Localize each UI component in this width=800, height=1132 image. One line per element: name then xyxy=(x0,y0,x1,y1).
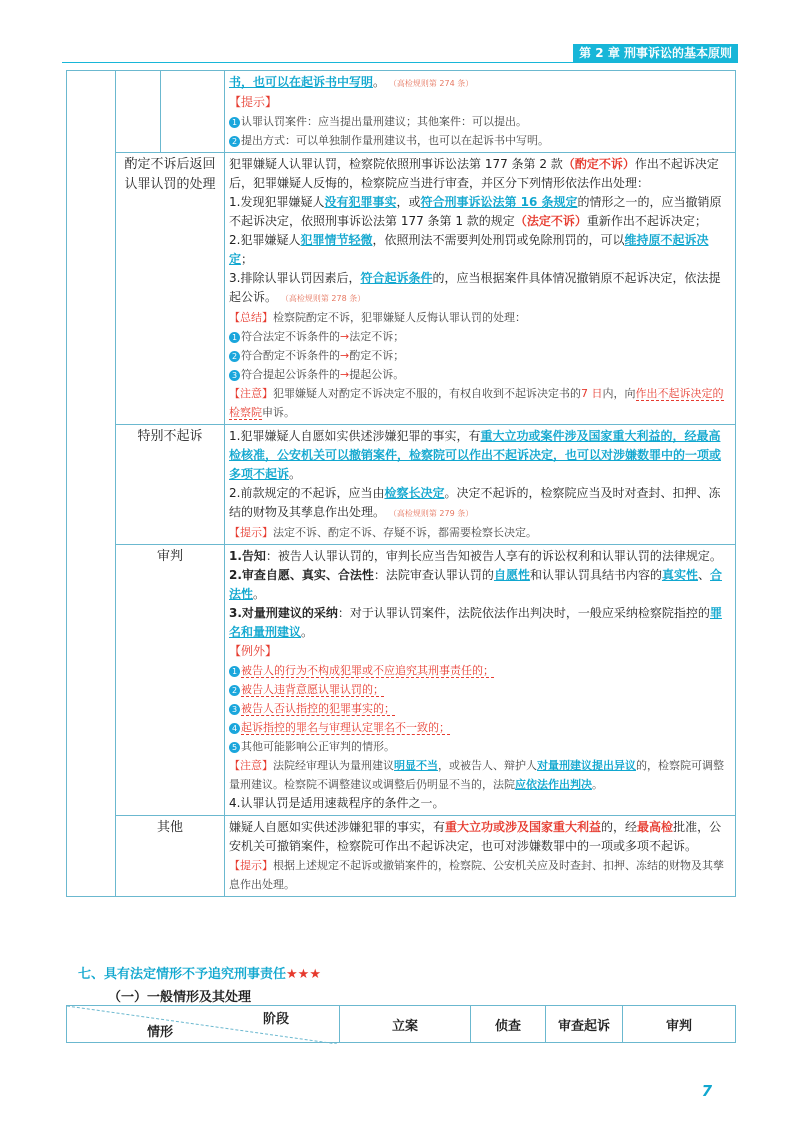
subsection-heading: （一）一般情形及其处理 xyxy=(108,990,252,1005)
table-row xyxy=(67,71,736,153)
number-1-icon: 1 xyxy=(229,332,240,343)
sub-cell-empty xyxy=(161,71,225,153)
row2-content: 1.犯罪嫌疑人自愿如实供述涉嫌犯罪的事实，有重大立功或案件涉及国家重大利益的，经最高检核准，公安机关可以撤销案件，检察院可以作出不起诉决定，也可以对涉嫌数罪中的一项或多项不起诉。 2.前款规定的不起诉，应当由检察长决定。决定不起诉的，检察院应当及时对查封、扣押、冻结的财物及其孳息作出处理。 （高检规则第 279 条） 【提示】法定不诉、酌定不诉、存疑不诉，都需要检察长决定。 xyxy=(225,425,736,545)
summary-label: 【总结】 xyxy=(229,311,273,324)
row-label: 其他 xyxy=(116,816,225,897)
diagonal-header-cell xyxy=(67,1006,340,1043)
col-header: 审判 xyxy=(623,1006,736,1043)
note-label: 【注意】 xyxy=(229,387,273,400)
row0-content: 书，也可以在起诉书中写明。 （高检规则第 274 条） 【提示】 1 认罪认罚案件：应当提出量刑建议；其他案件：可以提出。 2 提出方式：可以单独制作量刑建议书，也可以在起诉书中写明。 xyxy=(225,71,736,153)
number-4-icon: 4 xyxy=(229,723,240,734)
row3-content: 1.告知：被告人认罪认罚的，审判长应当告知被告人享有的诉讼权利和认罪认罚的法律规定。 2.审查自愿、真实、合法性：法院审查认罪认罚的自愿性和认罪认罚具结书内容的真实性、合法性。 3.对量刑建议的采纳：对于认罪认罚案件，法院依法作出判决时，一般应采纳检察院指控的罪名和量刑建议。 【例外】 1 被告人的行为不构成犯罪或不应追究其刑事责任的； 2 被告人违背意愿认罪认罚的； 3 被告人否认指控的犯罪事实的； 4 起诉指控的罪名与审理认定罪名不一致的； 5 其他可能影响公正审判的情形。 【注意】法院经审理认为量刑建议明显不当，或被告人、辩护人对量刑建议提出异议的，检察院可调整量刑建议。检察院不调整建议或调整后仍明显不当的，法院应依法作出判决。 4.认罪认罚是适用速裁程序的条件之一。 xyxy=(225,545,736,816)
number-1-icon: 1 xyxy=(229,666,240,677)
header-situation-label: 情形 xyxy=(147,1025,174,1040)
chapter-header: 第 2 章 刑事诉讼的基本原则 xyxy=(573,44,738,62)
stages-table xyxy=(66,1005,736,1043)
row-label: 酌定不诉后返回认罪认罚的处理 xyxy=(116,153,225,425)
number-2-icon: 2 xyxy=(229,685,240,696)
arrow-icon: → xyxy=(340,349,350,362)
row-label-empty xyxy=(116,71,161,153)
number-2-icon: 2 xyxy=(229,351,240,362)
star-rating-icon: ★★★ xyxy=(286,967,321,982)
row1-content: 犯罪嫌疑人认罪认罚，检察院依照刑事诉讼法第 177 条第 2 款（酌定不诉）作出不起诉决定后，犯罪嫌疑人反悔的，检察院应当进行审查，并区分下列情形依法作出处理： 1.发现犯罪嫌疑人没有犯罪事实，或符合刑事诉讼法第 16 条规定的情形之一的，应当撤销原不起诉决定，依照刑事诉讼法第 177 条第 1 款的规定（法定不诉）重新作出不起诉决定； 2.犯罪嫌疑人犯罪情节轻微，依照刑法不需要判处刑罚或免除刑罚的，可以维持原不起诉决定； 3.排除认罪认罚因素后，符合起诉条件的，应当根据案件具体情况撤销原不起诉决定，依法提起公诉。 （高检规则第 278 条） 【总结】检察院酌定不诉，犯罪嫌疑人反悔认罪认罚的处理： 1 符合法定不诉条件的→法定不诉； 2 符合酌定不诉条件的→酌定不诉； 3 符合提起公诉条件的→提起公诉。 【注意】犯罪嫌疑人对酌定不诉决定不服的，有权自收到不起诉决定书的7 日内，向作出不起诉决定的检察院申诉。 xyxy=(225,153,736,425)
section-heading: 七、具有法定情形不予追究刑事责任★★★ xyxy=(78,967,321,982)
number-5-icon: 5 xyxy=(229,742,240,753)
continued-text: 书，也可以在起诉书中写明 xyxy=(229,75,374,89)
row4-content: 嫌疑人自愿如实供述涉嫌犯罪的事实，有重大立功或涉及国家重大利益的，经最高检批准，公安机关可撤销案件，检察院可作出不起诉决定，也可对涉嫌数罪中的一项或多项不起诉。 【提示】根据上述规定不起诉或撤销案件的，检察院、公安机关应及时查封、扣押、冻结的财物及其孳息作出处理。 xyxy=(225,816,736,897)
col-header: 审查起诉 xyxy=(546,1006,623,1043)
arrow-icon: → xyxy=(340,330,350,343)
exception-label: 【例外】 xyxy=(229,644,278,658)
number-3-icon: 3 xyxy=(229,370,240,381)
col-header: 立案 xyxy=(340,1006,471,1043)
table-row xyxy=(67,153,736,425)
note-label: 【注意】 xyxy=(229,759,273,772)
number-1-icon: 1 xyxy=(229,117,240,128)
row-label: 特别不起诉 xyxy=(116,425,225,545)
table-row xyxy=(67,816,736,897)
row-label: 审判 xyxy=(116,545,225,816)
table-row xyxy=(67,425,736,545)
arrow-icon: → xyxy=(340,368,350,381)
rule-citation: （高检规则第 278 条） xyxy=(280,294,366,303)
tip-label: 【提示】 xyxy=(229,526,273,539)
tip-item: 提出方式：可以单独制作量刑建议书，也可以在起诉书中写明。 xyxy=(241,134,549,147)
diagonal-line xyxy=(67,1006,337,1044)
header-stage-label: 阶段 xyxy=(262,1012,289,1027)
tip-label: 【提示】 xyxy=(229,859,273,872)
header-rule xyxy=(62,62,738,63)
rule-citation: （高检规则第 274 条） xyxy=(388,79,474,88)
tip-item: 认罪认罚案件：应当提出量刑建议；其他案件：可以提出。 xyxy=(241,115,527,128)
rule-citation: （高检规则第 279 条） xyxy=(388,509,474,518)
tip-label: 【提示】 xyxy=(229,95,278,109)
number-3-icon: 3 xyxy=(229,704,240,715)
outer-left-cell xyxy=(67,71,116,897)
number-2-icon: 2 xyxy=(229,136,240,147)
page-number: 7 xyxy=(701,1082,712,1100)
table-row xyxy=(67,1006,736,1043)
col-header: 侦查 xyxy=(471,1006,546,1043)
table-row xyxy=(67,545,736,816)
main-table xyxy=(66,70,736,897)
